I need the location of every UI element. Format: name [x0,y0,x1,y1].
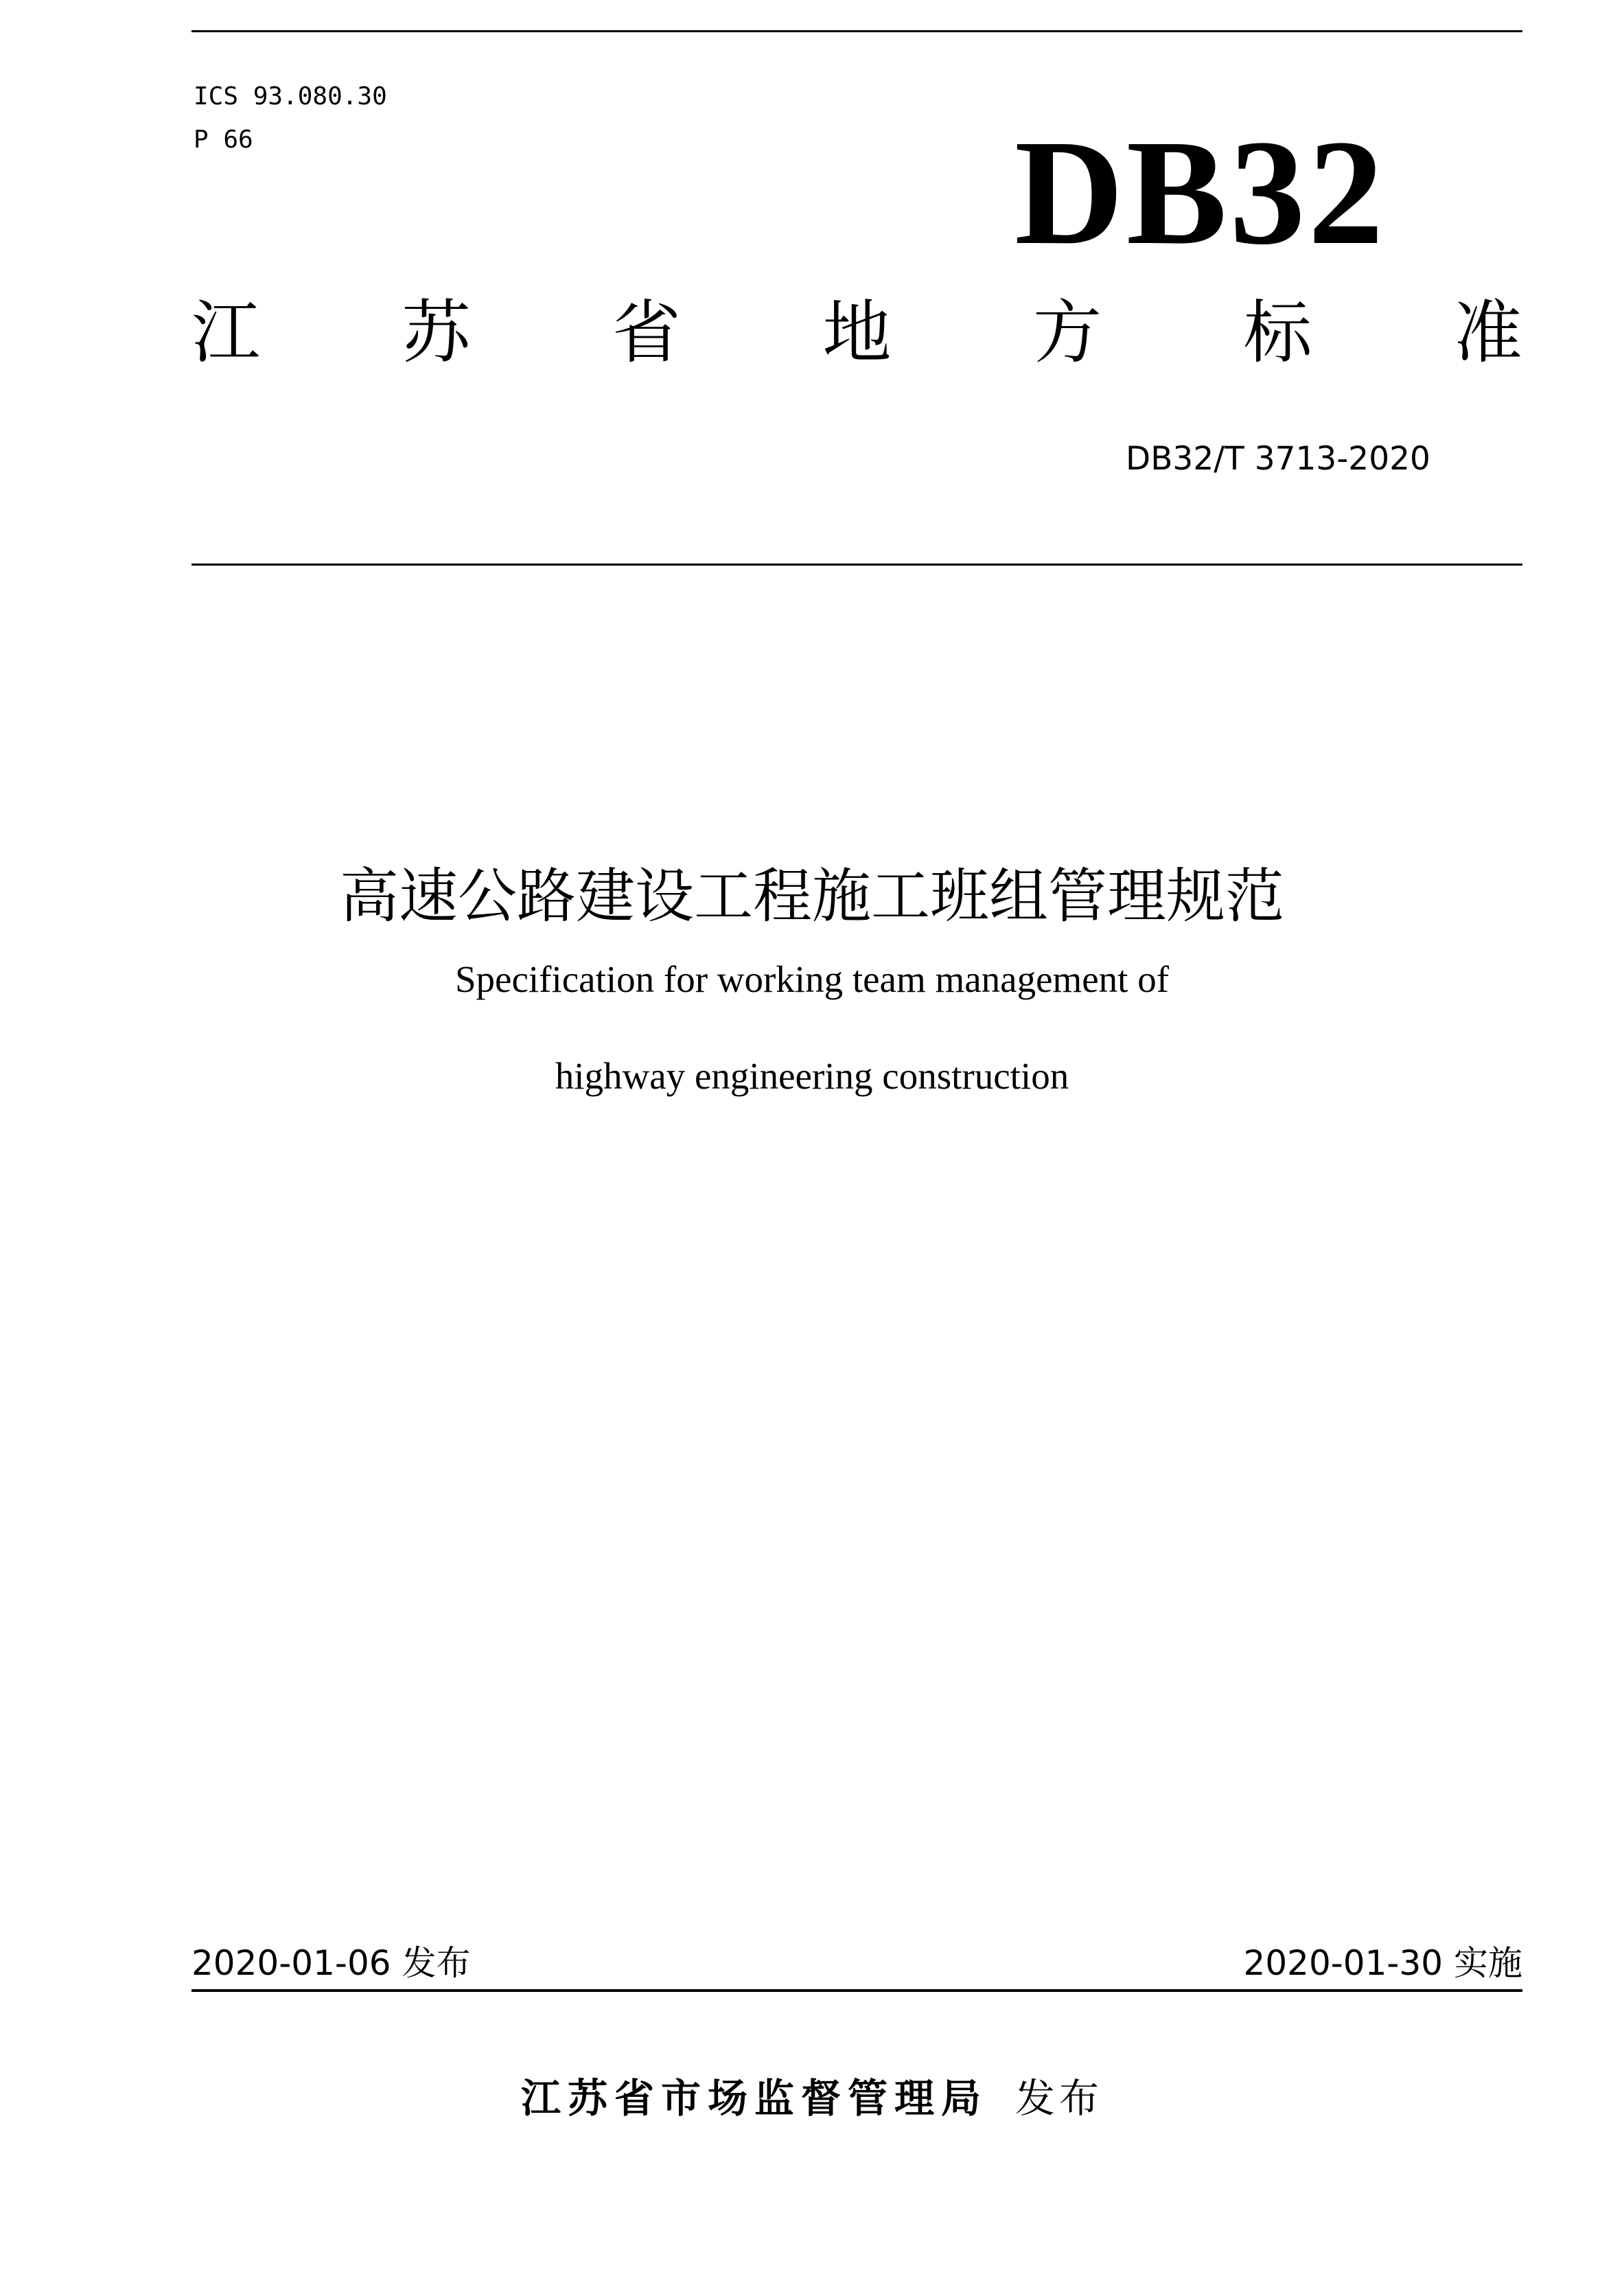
classification-code: P 66 [194,126,253,154]
top-rule [192,30,1522,32]
standard-type-heading [192,292,1522,373]
publisher-action: 发布 [1015,2075,1104,2122]
ics-code: ICS 93.080.30 [194,82,387,111]
header-divider [192,564,1522,566]
standard-type-char: 方 [1033,292,1102,373]
standard-type-char: 地 [822,292,892,373]
footer-divider [192,1989,1522,1992]
publisher-line [0,2066,1624,2124]
issue-date: 2020-01-06 发布 [192,1943,471,1983]
document-title-english-line1: Specification for working team management of [454,958,1170,1000]
standard-type-char: 省 [612,292,681,373]
standard-type-char: 标 [1243,292,1312,373]
standard-type-char: 准 [1454,292,1522,373]
document-title-english-line2: highway engineering construction [555,1055,1069,1097]
document-title-chinese: 高速公路建设工程施工班组管理规范 [340,862,1284,931]
standard-type-char: 江 [192,292,260,373]
standard-type-char: 苏 [402,292,471,373]
standard-number: DB32/T 3713-2020 [1126,440,1430,478]
publisher-organization: 江苏省市场监督管理局 [520,2075,988,2122]
standard-mark: DB32 [1014,108,1387,276]
implementation-date: 2020-01-30 实施 [1243,1943,1522,1983]
